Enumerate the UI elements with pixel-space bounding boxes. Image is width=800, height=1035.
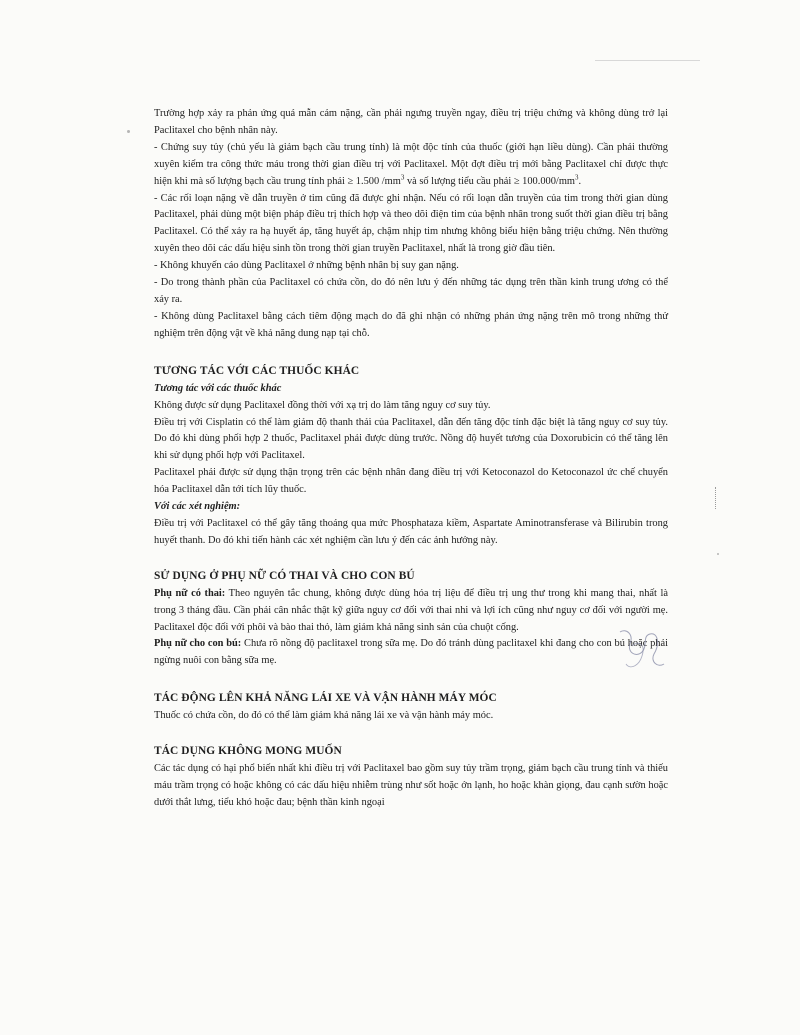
heading-driving: TÁC ĐỘNG LÊN KHẢ NĂNG LÁI XE VÀ VẬN HÀNH MÁY MÓC	[154, 692, 497, 705]
heading-interactions: TƯƠNG TÁC VỚI CÁC THUỐC KHÁC	[154, 364, 360, 377]
paragraph-adverse-effects: Các tác dụng có hại phổ biến nhất khi điều trị với Paclitaxel bao gồm suy tủy trầm trọng, giảm bạch cầu trung tính và thiếu máu trầm trọng có hoặc không có các dấu hiệu nhiễm trùng như sốt hoặc ớn lạnh, ho hoặc khàn giọng, đau cạnh sườn hoặc dưới thắt lưng, tiểu khó hoặc đau; bệnh thần kinh ngoại	[154, 763, 668, 808]
paragraph-hypersensitivity: Trường hợp xảy ra phản ứng quá mẫn cảm nặng, cần phải ngưng truyền ngay, điều trị triệu chứng và không dùng trở lại Paclitaxel cho bệnh nhân này.	[154, 108, 668, 136]
heading-pregnancy: SỬ DỤNG Ở PHỤ NỮ CÓ THAI VÀ CHO CON BÚ	[154, 569, 415, 582]
label-nursing: Phụ nữ cho con bú:	[154, 638, 242, 650]
paragraph-driving: Thuốc có chứa cồn, do đó có thể làm giảm khả năng lái xe và vận hành máy móc.	[154, 710, 494, 722]
document-body	[154, 106, 668, 812]
scan-speck	[717, 553, 719, 555]
paragraph-cardiac: - Các rối loạn nặng về dẫn truyền ở tim cũng đã được ghi nhận. Nếu có rối loạn dẫn truyền của tim trong thời gian dùng Paclitaxel, phải dùng một biện pháp điều trị thích hợp và theo dõi điện tim của bệnh nhân trong suốt thời gian điều trị bằng Paclitaxel. Có thể xảy ra hạ huyết áp, tăng huyết áp, chậm nhịp tim nhưng không biểu hiện bằng triệu chứng. Nên thường xuyên theo dõi các dấu hiệu sinh tồn trong thời gian truyền Paclitaxel, nhất là trong giờ đầu tiên.	[154, 192, 668, 255]
paragraph-cisplatin: Điều trị với Cisplatin có thể làm giảm độ thanh thải của Paclitaxel, dẫn đến tăng độc tính đặc biệt là tăng nguy cơ suy tủy. Do đó khi dùng phối hợp 2 thuốc, Paclitaxel phải được dùng trước. Nồng độ huyết tương của Doxorubicin có thể tăng lên khi sử dụng phối hợp với Paclitaxel.	[154, 416, 668, 462]
paragraph-intra-arterial: - Không dùng Paclitaxel bằng cách tiêm động mạch do đã ghi nhận có những phản ứng nặng trên mô trong những thử nghiệm trên động vật về khả năng dung nạp tại chỗ.	[154, 310, 668, 339]
paragraph-pregnant: Phụ nữ có thai: Theo nguyên tắc chung, không được dùng hóa trị liệu để điều trị ung thư trong khi mang thai, nhất là trong 3 tháng đầu. Cần phải cân nhắc thật kỹ giữa nguy cơ đối với thai nhi và lợi ích cũng như nguy cơ đối với người mẹ. Paclitaxel độc đối với phôi và bào thai thỏ, làm giảm khả năng sinh sản của chuột cống.	[154, 587, 668, 633]
paragraph-myelosuppression: - Chứng suy tủy (chủ yếu là giảm bạch cầu trung tính) là một độc tính của thuốc (giới hạn liều dùng). Cần phải thường xuyên kiểm tra công thức máu trong thời gian điều trị với Paclitaxel. Một đợt điều trị mới bằng Paclitaxel chỉ được thực hiện khi mà số lượng bạch cầu trung tính phải ≥ 1.500 $/mm^3$ và số lượng tiểu cầu phải ≥ $100.000/mm^3$.	[154, 141, 668, 187]
paragraph-alcohol: - Do trong thành phần của Paclitaxel có chứa cồn, do đó nên lưu ý đến những tác dụng trên thần kinh trung ương có thể xảy ra.	[154, 277, 668, 305]
paragraph-radiotherapy: Không được sử dụng Paclitaxel đồng thời với xạ trị do làm tăng nguy cơ suy tủy.	[154, 399, 491, 411]
paragraph-nursing: Phụ nữ cho con bú: Chưa rõ nồng độ paclitaxel trong sữa mẹ. Do đó tránh dùng paclitaxel khi đang cho con bú hoặc phải ngừng nuôi con bằng sữa mẹ.	[154, 638, 669, 667]
subheading-drug-interactions: Tương tác với các thuốc khác	[154, 382, 282, 394]
heading-adverse-effects: TÁC DỤNG KHÔNG MONG MUỐN	[154, 745, 342, 758]
label-pregnant: Phụ nữ có thai:	[154, 587, 226, 599]
subheading-lab-tests: Với các xét nghiệm:	[154, 501, 241, 513]
paragraph-hepatic: - Không khuyến cáo dùng Paclitaxel ở những bệnh nhân bị suy gan nặng.	[154, 260, 459, 272]
paragraph-lab-tests: Điều trị với Paclitaxel có thể gây tăng thoáng qua mức Phosphataza kiềm, Aspartate Aminotransferase và Bilirubin trong huyết thanh. Do đó khi tiến hành các xét nghiệm cần lưu ý đến các ảnh hưởng này.	[154, 517, 668, 546]
scan-speck	[127, 130, 130, 133]
header-rule	[595, 60, 700, 61]
margin-mark	[715, 487, 720, 509]
paragraph-ketoconazol: Paclitaxel phải được sử dụng thận trọng trên các bệnh nhân đang điều trị với Ketoconazol do Ketoconazol ức chế chuyển hóa Paclitaxel dẫn tới tích lũy thuốc.	[154, 467, 668, 496]
